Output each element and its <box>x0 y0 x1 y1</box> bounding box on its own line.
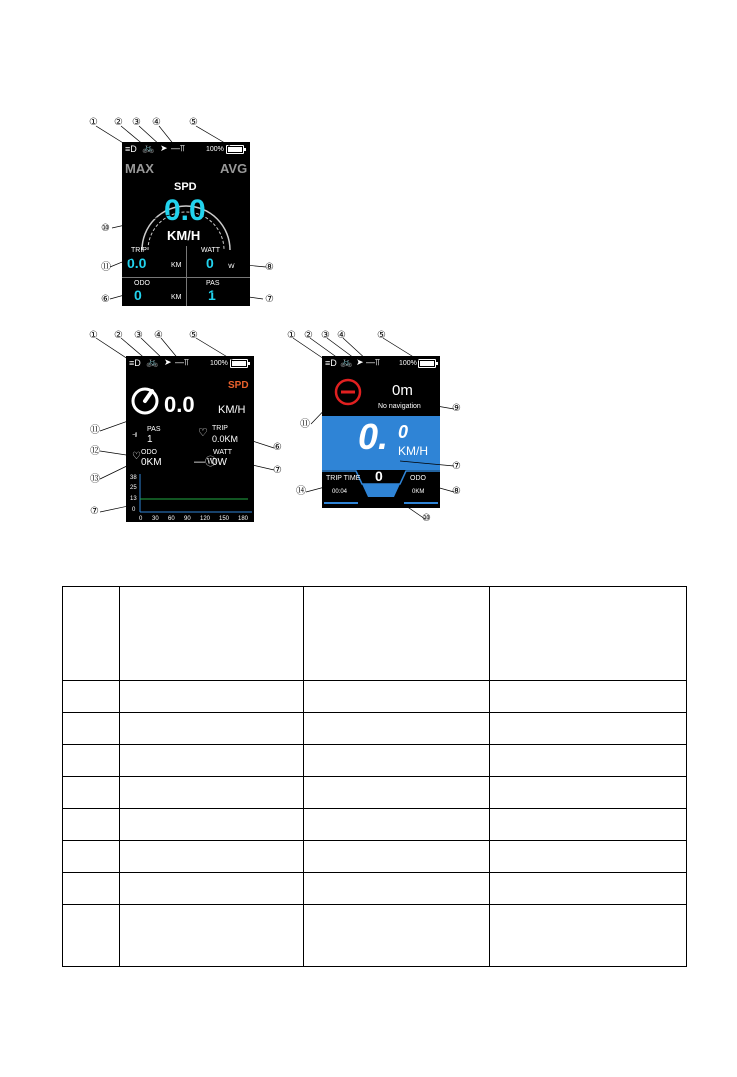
pas-label: PAS <box>206 280 220 287</box>
callout-marker: ⑫ <box>90 446 100 457</box>
trip-time-value: 00:04 <box>332 489 348 495</box>
trip-value: 0.0KM <box>212 434 239 444</box>
speed-unit: KM/H <box>398 444 428 458</box>
table-cell <box>490 713 687 745</box>
headlight-icon: ≡D <box>129 358 141 368</box>
battery-icon <box>418 359 436 368</box>
usb-icon: —⫪ <box>171 143 186 153</box>
x-tick-label: 150 <box>219 516 230 522</box>
watt-label: WATT <box>213 449 233 456</box>
callout-marker: ④ <box>337 330 346 341</box>
battery-icon <box>230 359 248 368</box>
table-cell <box>490 587 687 681</box>
x-tick-label: 120 <box>200 516 211 522</box>
watt-value: 0W <box>212 457 227 468</box>
table-cell <box>304 777 490 809</box>
table-cell <box>490 841 687 873</box>
speed-unit: KM/H <box>167 228 201 243</box>
callout-marker: ③ <box>134 330 143 341</box>
odo-label: ODO <box>141 449 157 456</box>
speed-integer: 0. <box>358 416 389 457</box>
callout-marker: ⑪ <box>101 262 111 273</box>
table-cell <box>490 905 687 967</box>
table-cell <box>304 713 490 745</box>
callout-marker: ⑩ <box>101 223 110 234</box>
watt-icon: —Ⓦ <box>194 456 216 468</box>
x-tick-label: 90 <box>184 516 191 522</box>
callout-marker: ⑧ <box>265 262 274 273</box>
battery-percent: 100% <box>206 146 224 153</box>
callout-marker: ⑦ <box>90 506 99 517</box>
headlight-icon: ≡D <box>325 358 337 368</box>
callout-marker: ⑬ <box>90 474 100 485</box>
table-header-row <box>63 587 687 681</box>
y-tick-label: 38 <box>130 475 137 481</box>
speedometer-icon <box>130 386 160 416</box>
callout-marker: ⑪ <box>300 419 310 430</box>
callout-marker: ⑦ <box>265 294 274 305</box>
table-cell <box>120 713 304 745</box>
nav-status: No navigation <box>378 403 421 410</box>
table-cell <box>304 873 490 905</box>
table-cell <box>304 587 490 681</box>
display-screen-2 <box>126 356 254 522</box>
table-cell <box>63 873 120 905</box>
trip-label: TRIP <box>212 425 228 432</box>
table-cell <box>120 809 304 841</box>
table-cell <box>490 681 687 713</box>
callout-marker: ⑦ <box>273 465 282 476</box>
speed-history-chart <box>126 470 254 522</box>
location-pin-icon: ♡ <box>198 427 208 439</box>
display-screen-1 <box>122 142 250 306</box>
table-cell <box>63 905 120 967</box>
table-cell <box>120 777 304 809</box>
table-row <box>63 713 687 745</box>
trip-time-label: TRIP TIME <box>326 475 361 482</box>
odo-icon: ♡ <box>132 451 141 462</box>
table-row <box>63 873 687 905</box>
headlight-icon: ≡D <box>125 144 137 154</box>
table-cell <box>120 905 304 967</box>
x-tick-label: 180 <box>238 516 249 522</box>
battery-icon <box>226 145 244 154</box>
table-cell <box>304 681 490 713</box>
table-cell <box>120 873 304 905</box>
odo-value: 0 <box>134 287 142 303</box>
callout-marker: ③ <box>321 330 330 341</box>
odo-label: ODO <box>410 475 426 482</box>
callout-marker: ⑤ <box>189 117 198 128</box>
table-cell <box>490 809 687 841</box>
pas-label: PAS <box>147 426 161 433</box>
bike-icon: 🚲 <box>146 357 159 368</box>
callout-marker: ④ <box>154 330 163 341</box>
y-tick-label: 25 <box>130 485 137 491</box>
callout-marker: ① <box>287 330 296 341</box>
y-tick-label: 0 <box>132 507 136 513</box>
table-cell <box>304 905 490 967</box>
bike-icon: 🚲 <box>142 143 155 154</box>
pas-value: 0 <box>375 468 383 484</box>
table-cell <box>120 841 304 873</box>
nav-distance: 0m <box>392 382 413 399</box>
callout-marker: ⑨ <box>452 403 461 414</box>
callout-marker: ⑪ <box>90 425 100 436</box>
x-tick-label: 30 <box>152 516 159 522</box>
callout-marker: ⑤ <box>377 330 386 341</box>
no-navigation-icon <box>334 378 362 406</box>
trip-label: TRIP <box>131 247 147 254</box>
x-tick-label: 60 <box>168 516 175 522</box>
watt-label: WATT <box>201 247 221 254</box>
pas-value: 1 <box>208 287 216 303</box>
table-row <box>63 841 687 873</box>
odo-label: ODO <box>134 280 150 287</box>
usb-icon: —⫪ <box>366 357 381 367</box>
navigation-arrow-icon: ➤ <box>160 143 168 153</box>
table-cell <box>63 777 120 809</box>
callout-marker: ⑩ <box>422 513 431 524</box>
callout-marker: ⑤ <box>189 330 198 341</box>
table-cell <box>63 681 120 713</box>
table-row <box>63 905 687 967</box>
odo-unit: KM <box>171 294 182 301</box>
usb-icon: —⫪ <box>175 357 190 367</box>
callout-marker: ⑧ <box>452 486 461 497</box>
odo-value: 0KM <box>412 489 425 495</box>
speed-decimal: 0 <box>398 422 409 442</box>
pas-icon: ⫣ <box>132 429 138 439</box>
callout-marker: ② <box>114 117 123 128</box>
watt-value: 0 <box>206 255 214 271</box>
callout-marker: ① <box>89 117 98 128</box>
callout-marker: ⑦ <box>452 461 461 472</box>
table-cell <box>63 713 120 745</box>
table-row <box>63 809 687 841</box>
watt-unit: W <box>228 263 235 270</box>
table-cell <box>120 681 304 713</box>
spec-table <box>62 586 687 967</box>
avg-label: AVG <box>220 161 248 176</box>
table-cell <box>304 745 490 777</box>
table-row <box>63 745 687 777</box>
bike-icon: 🚲 <box>340 357 353 368</box>
y-tick-label: 13 <box>130 496 137 502</box>
table-row <box>63 681 687 713</box>
battery-percent: 100% <box>399 360 417 367</box>
callout-marker: ⑥ <box>101 294 110 305</box>
table-cell <box>490 745 687 777</box>
table-cell <box>490 777 687 809</box>
max-label: MAX <box>125 161 154 176</box>
x-tick-label: 0 <box>139 516 143 522</box>
table-cell <box>304 841 490 873</box>
display-screen-3 <box>322 356 440 508</box>
table-cell <box>63 809 120 841</box>
trip-unit: KM <box>171 262 182 269</box>
table-cell <box>304 809 490 841</box>
table-cell <box>63 841 120 873</box>
speed-value: 0.0 <box>164 392 195 417</box>
table-cell <box>63 587 120 681</box>
callout-marker: ⑥ <box>273 442 282 453</box>
spd-label: SPD <box>174 181 197 193</box>
pas-value: 1 <box>147 434 153 445</box>
odo-value: 0KM <box>141 457 162 468</box>
speed-unit: KM/H <box>218 404 246 416</box>
table-row <box>63 777 687 809</box>
callout-marker: ③ <box>132 117 141 128</box>
table-cell <box>490 873 687 905</box>
spd-label: SPD <box>228 380 249 391</box>
speed-value: 0.0 <box>164 194 206 227</box>
trip-value: 0.0 <box>127 255 147 271</box>
callout-marker: ① <box>89 330 98 341</box>
divider-v <box>186 246 187 306</box>
table-cell <box>120 587 304 681</box>
table-cell <box>120 745 304 777</box>
callout-marker: ⑭ <box>296 486 306 497</box>
navigation-arrow-icon: ➤ <box>164 357 172 367</box>
callout-marker: ④ <box>152 117 161 128</box>
table-cell <box>63 745 120 777</box>
battery-percent: 100% <box>210 360 228 367</box>
navigation-arrow-icon: ➤ <box>356 357 364 367</box>
callout-marker: ② <box>114 330 123 341</box>
callout-marker: ② <box>304 330 313 341</box>
